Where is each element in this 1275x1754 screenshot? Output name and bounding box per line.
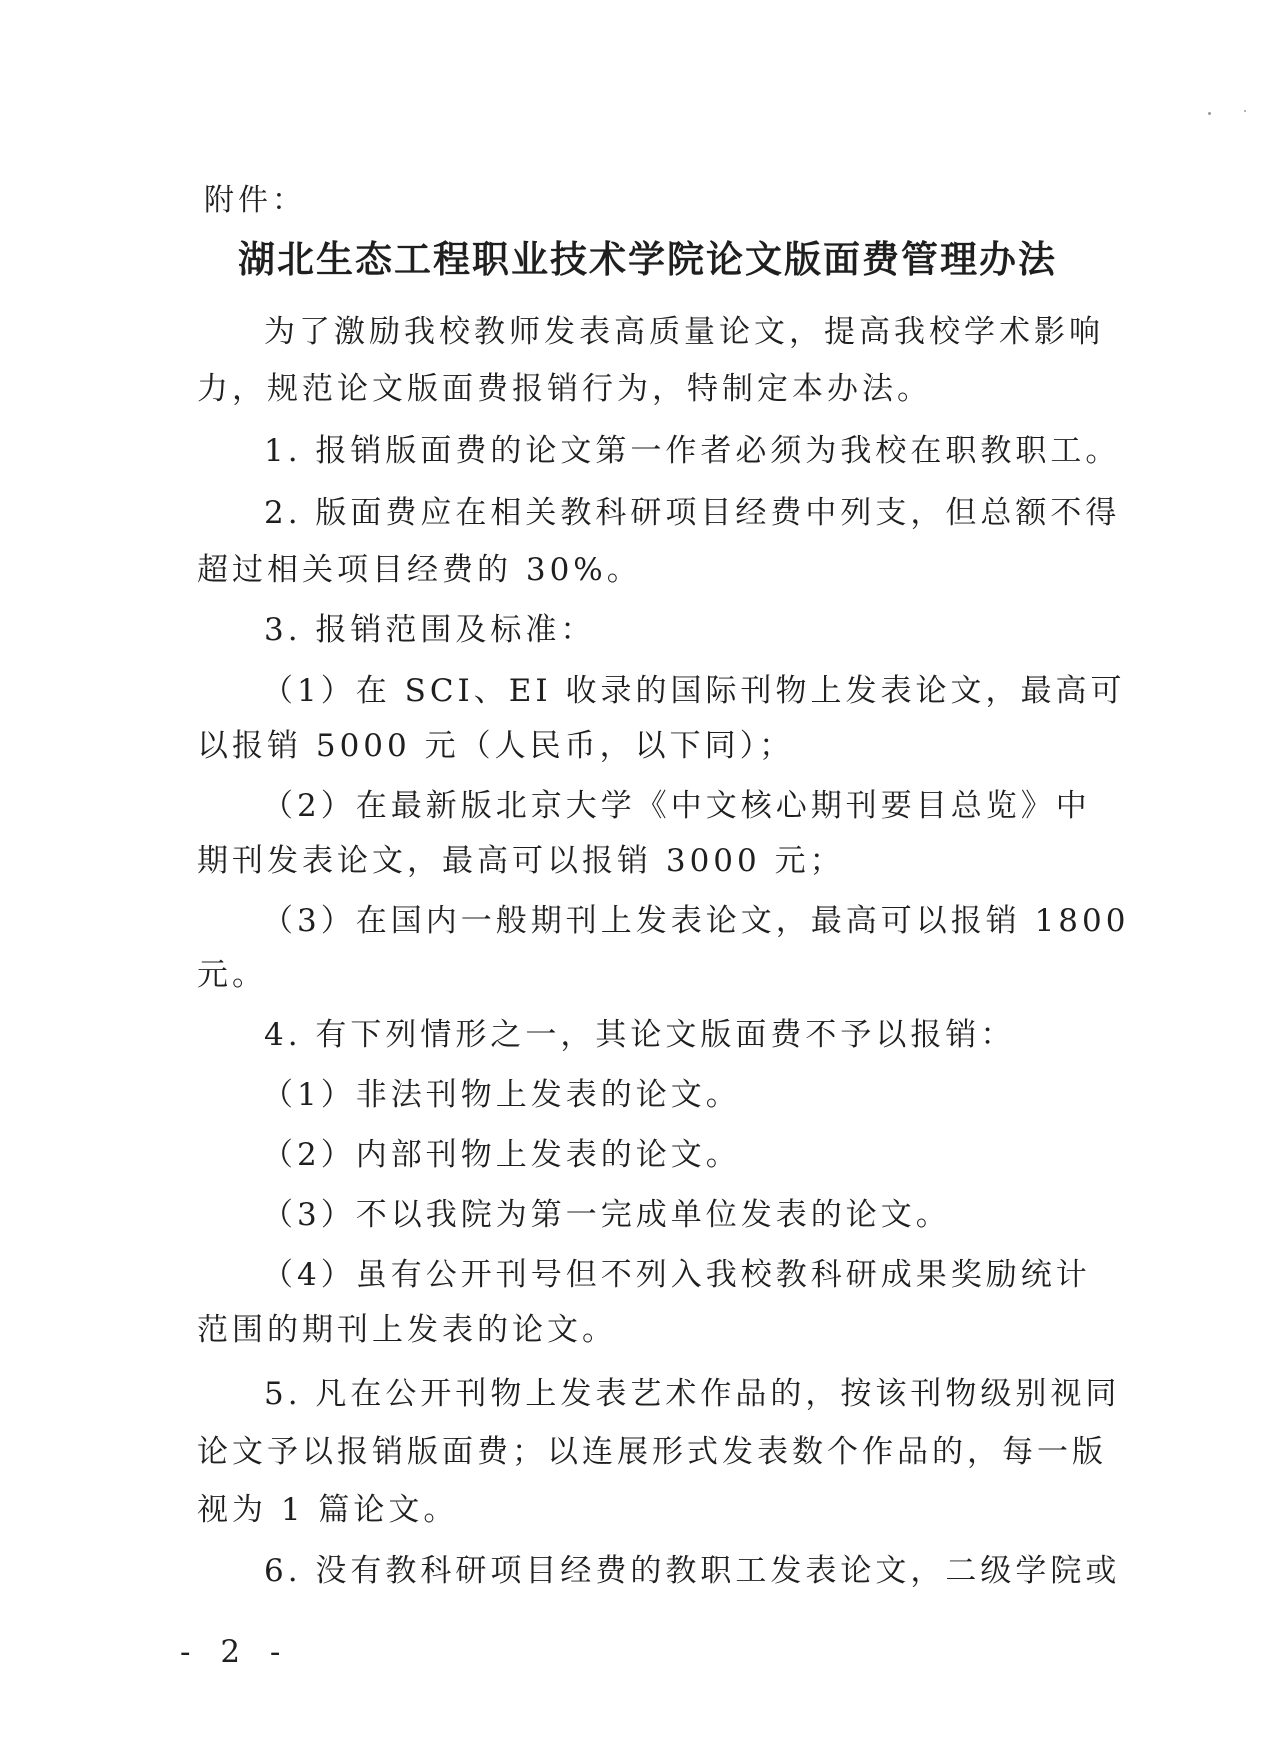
clause-3-item-2-line-1: （2）在最新版北京大学《中文核心期刊要目总览》中 <box>262 788 1091 824</box>
clause-4-item-2: （2）内部刊物上发表的论文。 <box>262 1137 741 1173</box>
scan-speck <box>1244 110 1246 112</box>
clause-5-line-3: 视为 1 篇论文。 <box>197 1492 459 1528</box>
clause-2-line-2: 超过相关项目经费的 30%。 <box>197 552 642 588</box>
clause-6-line-1: 6. 没有教科研项目经费的教职工发表论文，二级学院或 <box>264 1553 1121 1589</box>
clause-3-heading: 3. 报销范围及标准： <box>264 612 596 648</box>
clause-4-item-3: （3）不以我院为第一完成单位发表的论文。 <box>262 1197 951 1233</box>
clause-3-item-1-line-2: 以报销 5000 元（人民币，以下同）； <box>197 728 795 764</box>
clause-3-item-2-line-2: 期刊发表论文，最高可以报销 3000 元； <box>197 843 845 879</box>
clause-5-line-1: 5. 凡在公开刊物上发表艺术作品的，按该刊物级别视同 <box>264 1376 1121 1412</box>
clause-3-item-1-line-1: （1）在 SCI、EI 收录的国际刊物上发表论文，最高可 <box>262 673 1126 709</box>
intro-line-1: 为了激励我校教师发表高质量论文，提高我校学术影响 <box>264 314 1104 350</box>
scan-speck <box>1208 112 1211 115</box>
clause-4-item-1: （1）非法刊物上发表的论文。 <box>262 1077 741 1113</box>
clause-4-item-4-line-2: 范围的期刊上发表的论文。 <box>197 1312 617 1348</box>
clause-1: 1. 报销版面费的论文第一作者必须为我校在职教职工。 <box>264 433 1121 469</box>
attachment-label: 附件： <box>204 183 306 218</box>
clause-3-item-3-line-2: 元。 <box>197 957 267 993</box>
clause-5-line-2: 论文予以报销版面费；以连展形式发表数个作品的，每一版 <box>197 1434 1107 1470</box>
clause-3-item-3-line-1: （3）在国内一般期刊上发表论文，最高可以报销 1800 <box>262 903 1130 939</box>
document-title: 湖北生态工程职业技术学院论文版面费管理办法 <box>238 237 1057 281</box>
clause-2-line-1: 2. 版面费应在相关教科研项目经费中列支，但总额不得 <box>264 495 1121 531</box>
clause-4-item-4-line-1: （4）虽有公开刊号但不列入我校教科研成果奖励统计 <box>262 1257 1091 1293</box>
intro-line-2: 力，规范论文版面费报销行为，特制定本办法。 <box>197 371 932 407</box>
clause-4-heading: 4. 有下列情形之一，其论文版面费不予以报销： <box>264 1017 1016 1053</box>
page-number: - 2 - <box>180 1634 291 1670</box>
